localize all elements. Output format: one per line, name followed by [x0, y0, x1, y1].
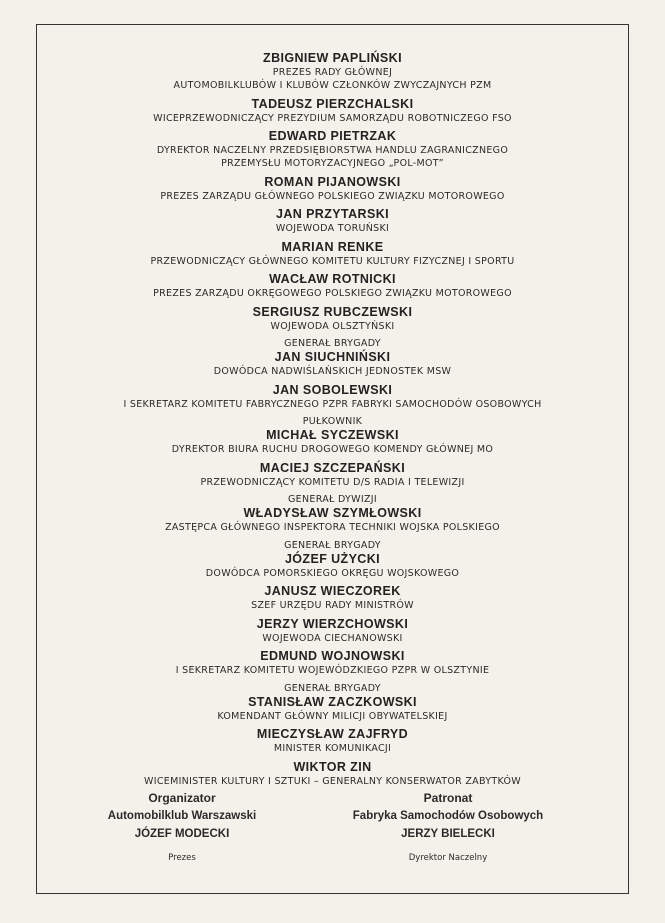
- committee-entry: [37, 617, 628, 645]
- entry-name: SERGIUSZ RUBCZEWSKI: [252, 304, 413, 319]
- entry-role: DYREKTOR NACZELNY PRZEDSIĘBIORSTWA HANDLU ZAGRANICZNEGO: [156, 145, 509, 156]
- committee-entry: [37, 207, 628, 235]
- entry-name: EDMUND WOJNOWSKI: [260, 649, 405, 663]
- entry-role: ZASTĘPCA GŁÓWNEGO INSPEKTORA TECHNIKI WOJSKA POLSKIEGO: [165, 522, 500, 533]
- entry-role: SZEF URZĘDU RADY MINISTRÓW: [251, 600, 414, 611]
- entry-role: PRZEMYSŁU MOTORYZACYJNEGO „POL-MOT”: [221, 158, 444, 169]
- entry-name: JÓZEF UŻYCKI: [284, 551, 381, 566]
- entry-role: DYREKTOR BIURA RUCHU DROGOWEGO KOMENDY GŁÓWNEJ MO: [171, 444, 494, 455]
- organizer-heading: Organizator: [148, 791, 216, 805]
- entry-name: MIECZYSŁAW ZAJFRYD: [256, 727, 409, 741]
- entry-name: STANISŁAW ZACZKOWSKI: [248, 694, 417, 709]
- committee-entry: [37, 682, 628, 723]
- committee-entry: [37, 272, 628, 300]
- entry-name: MACIEJ SZCZEPAŃSKI: [259, 460, 406, 475]
- page-border: [36, 24, 629, 894]
- patron-block: [318, 789, 578, 863]
- entry-rank: GENERAŁ DYWIZJI: [288, 494, 377, 505]
- patron-heading: Patronat: [423, 791, 473, 805]
- entry-role: I SEKRETARZ KOMITETU WOJEWÓDZKIEGO PZPR W OLSZTYNIE: [175, 665, 490, 676]
- entry-role: DOWÓDCA NADWIŚLAŃSKICH JEDNOSTEK MSW: [213, 366, 452, 377]
- entry-rank: GENERAŁ BRYGADY: [284, 682, 381, 694]
- patron-title: Dyrektor Naczelny: [408, 853, 488, 863]
- entry-role: MINISTER KOMUNIKACJI: [273, 743, 392, 754]
- committee-entry: [37, 383, 628, 411]
- entry-role: WICEPRZEWODNICZĄCY PREZYDIUM SAMORZĄDU ROBOTNICZEGO FSO: [153, 112, 512, 124]
- committee-entry: [37, 97, 628, 125]
- patron-person: JERZY BIELECKI: [401, 828, 495, 840]
- entry-role: WOJEWODA OLSZTYŃSKI: [270, 320, 395, 332]
- organizer-person: JÓZEF MODECKI: [134, 828, 230, 840]
- entry-role: PREZES ZARZĄDU GŁÓWNEGO POLSKIEGO ZWIĄZKU MOTOROWEGO: [160, 190, 505, 202]
- committee-entry: [37, 51, 628, 92]
- entry-role: AUTOMOBILKLUBÓW I KLUBÓW CZŁONKÓW ZWYCZAJNYCH PZM: [173, 80, 492, 91]
- entry-name: MARIAN RENKE: [281, 239, 384, 254]
- organizer-title: Prezes: [168, 853, 196, 863]
- entry-name: JAN SOBOLEWSKI: [272, 382, 393, 397]
- committee-entry: [37, 461, 628, 489]
- entry-name: JAN SIUCHNIŃSKI: [274, 350, 391, 364]
- entry-name: TADEUSZ PIERZCHALSKI: [251, 96, 414, 111]
- entry-name: JERZY WIERZCHOWSKI: [256, 616, 409, 631]
- committee-entry: [37, 175, 628, 203]
- organizer-org: Automobilklub Warszawski: [107, 810, 257, 822]
- entry-name: ROMAN PIJANOWSKI: [264, 174, 401, 189]
- entry-role: PRZEWODNICZĄCY GŁÓWNEGO KOMITETU KULTURY FIZYCZNEJ I SPORTU: [150, 255, 515, 267]
- committee-entry: [37, 305, 628, 333]
- committee-entry: [37, 584, 628, 612]
- entry-rank: GENERAŁ BRYGADY: [284, 539, 381, 551]
- entry-name: WŁADYSŁAW SZYMŁOWSKI: [243, 506, 422, 520]
- entry-name: WIKTOR ZIN: [293, 759, 372, 774]
- entry-role: KOMENDANT GŁÓWNY MILICJI OBYWATELSKIEJ: [217, 710, 448, 722]
- patron-org: Fabryka Samochodów Osobowych: [352, 810, 544, 822]
- entry-name: WACŁAW ROTNICKI: [269, 272, 396, 286]
- entry-role: I SEKRETARZ KOMITETU FABRYCZNEGO PZPR FABRYKI SAMOCHODÓW OSOBOWYCH: [123, 398, 542, 410]
- committee-entry: [37, 415, 628, 456]
- committee-entry: [37, 539, 628, 580]
- committee-entry: [37, 649, 628, 677]
- entry-name: JAN PRZYTARSKI: [275, 207, 390, 221]
- entry-role: WOJEWODA TORUŃSKI: [275, 223, 390, 234]
- committee-entry: [37, 760, 628, 788]
- honorary-committee-list: [37, 51, 628, 792]
- entry-role: PREZES ZARZĄDU OKRĘGOWEGO POLSKIEGO ZWIĄZKU MOTOROWEGO: [153, 288, 512, 299]
- committee-entry: [37, 727, 628, 755]
- entry-role: PREZES RADY GŁÓWNEJ: [272, 67, 393, 78]
- committee-entry: [37, 129, 628, 170]
- entry-name: MICHAŁ SYCZEWSKI: [266, 428, 399, 442]
- committee-entry: [37, 493, 628, 534]
- entry-name: ZBIGNIEW PAPLIŃSKI: [263, 51, 402, 65]
- committee-entry: [37, 240, 628, 268]
- entry-role: PRZEWODNICZĄCY KOMITETU D/S RADIA I TELEWIZJI: [200, 476, 465, 488]
- entry-role: WOJEWODA CIECHANOWSKI: [262, 632, 403, 644]
- entry-role: WICEMINISTER KULTURY I SZTUKI – GENERALNY KONSERWATOR ZABYTKÓW: [144, 775, 521, 787]
- entry-name: JANUSZ WIECZOREK: [264, 584, 401, 598]
- entry-rank: GENERAŁ BRYGADY: [284, 338, 381, 349]
- committee-entry: [37, 337, 628, 378]
- entry-role: DOWÓDCA POMORSKIEGO OKRĘGU WOJSKOWEGO: [205, 567, 460, 579]
- entry-name: EDWARD PIETRZAK: [268, 129, 397, 143]
- entry-rank: PUŁKOWNIK: [302, 416, 363, 427]
- organizer-block: [52, 789, 312, 863]
